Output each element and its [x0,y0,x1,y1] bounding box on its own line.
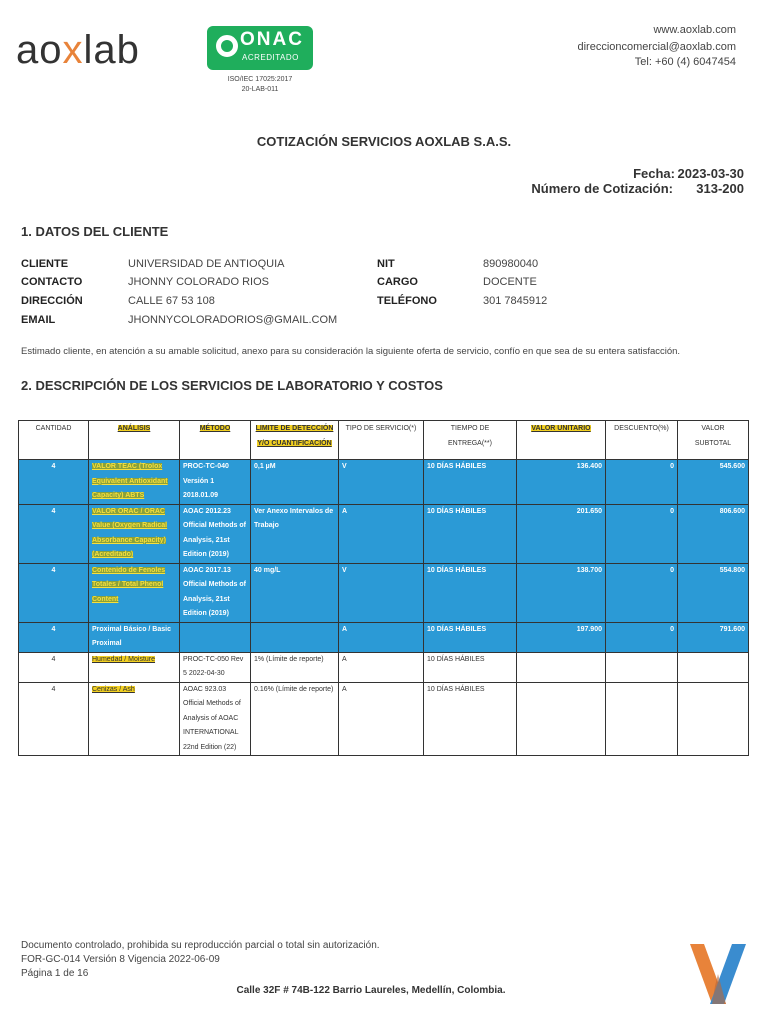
cell-descuento [606,682,678,756]
aoxlab-logo: aoxlab [16,28,140,72]
cell-subtotal [678,652,749,682]
onac-subtitle: ACREDITADO [242,53,299,62]
cell-cantidad: 4 [19,622,89,652]
intro-paragraph: Estimado cliente, en atención a su amable solicitud, anexo para su consideración la siguiente oferta de servicio, confío en que sea de su entera satisfacción. [21,346,681,357]
cell-limite: 40 mg/L [251,563,339,622]
cell-cantidad: 4 [19,652,89,682]
header-tiempo-entrega: TIEMPO DE ENTREGA(**) [424,421,517,460]
table-row [19,652,749,682]
cell-tipo: V [339,460,424,505]
telefono-label: TELÉFONO [377,295,437,307]
cell-tiempo: 10 DÍAS HÁBILES [424,682,517,756]
cell-tipo: V [339,563,424,622]
cell-limite: Ver Anexo Intervalos de Trabajo [251,504,339,563]
cell-tipo: A [339,652,424,682]
header-descuento: DESCUENTO(%) [606,421,678,460]
cell-subtotal [678,682,749,756]
cell-limite: 1% (Límite de reporte) [251,652,339,682]
document-title: COTIZACIÓN SERVICIOS AOXLAB S.A.S. [256,134,512,149]
cell-valor-unitario: 197.900 [517,622,606,652]
cell-analisis: Cenizas / Ash [89,682,180,756]
company-email: direccioncomercial@aoxlab.com [577,41,736,53]
cell-metodo [180,622,251,652]
cell-cantidad: 4 [19,460,89,505]
onac-emblem-icon [216,35,238,57]
cell-tiempo: 10 DÍAS HÁBILES [424,504,517,563]
cell-descuento: 0 [606,563,678,622]
company-phone: Tel: +60 (4) 6047454 [634,56,736,68]
header-limite: LIMITE DE DETECCIÓN Y/O CUANTIFICACIÓN [251,421,339,460]
cell-descuento [606,652,678,682]
cell-cantidad: 4 [19,563,89,622]
onac-lab-code: 20-LAB-011 [241,86,279,93]
contacto-label: CONTACTO [21,276,83,288]
section-client-heading: 1. DATOS DEL CLIENTE [21,224,169,239]
aoxlab-x-icon [688,940,748,1008]
cell-tiempo: 10 DÍAS HÁBILES [424,652,517,682]
email-label: EMAIL [21,314,56,326]
cargo-label: CARGO [377,276,418,288]
section-services-heading: 2. DESCRIPCIÓN DE LOS SERVICIOS DE LABORATORIO Y COSTOS [21,378,443,393]
cell-limite: 0,1 µM [251,460,339,505]
direccion-label: DIRECCIÓN [21,295,83,307]
onac-badge [207,26,313,70]
cell-limite: 0.16% (Límite de reporte) [251,682,339,756]
cell-analisis: VALOR TEAC (Trolox Equivalent Antioxidant Capacity) ABTS [89,460,180,505]
cell-valor-unitario [517,682,606,756]
cell-limite [251,622,339,652]
cliente-label: CLIENTE [21,258,69,270]
cliente-value: UNIVERSIDAD DE ANTIOQUIA [128,258,285,270]
cell-tipo: A [339,622,424,652]
cell-tiempo: 10 DÍAS HÁBILES [424,622,517,652]
cell-subtotal: 554.800 [678,563,749,622]
cell-valor-unitario [517,652,606,682]
cell-metodo: PROC-TC-040 Versión 1 2018.01.09 [180,460,251,505]
cell-subtotal: 791.600 [678,622,749,652]
table-row [19,682,749,756]
table-row [19,622,749,652]
header-metodo: MÉTODO [180,421,251,460]
cell-metodo: AOAC 2017.13 Official Methods of Analysis, 21st Edition (2019) [180,563,251,622]
email-value: JHONNYCOLORADORIOS@GMAIL.COM [128,314,338,326]
cell-valor-unitario: 201.650 [517,504,606,563]
cargo-value: DOCENTE [483,276,537,288]
table-row [19,504,749,563]
cell-metodo: PROC-TC-050 Rev 5 2022-04-30 [180,652,251,682]
header-cantidad: CANTIDAD [19,421,89,460]
cell-valor-unitario: 138.700 [517,563,606,622]
company-website: www.aoxlab.com [653,24,736,36]
header-analisis: ANÁLISIS [89,421,180,460]
telefono-value: 301 7845912 [483,295,548,307]
services-table [18,420,749,756]
footer-form-version: FOR-GC-014 Versión 8 Vigencia 2022-06-09 [21,954,220,965]
cell-analisis: Contenido de Fenoles Totales / Total Phenol Content [89,563,180,622]
footer-address: Calle 32F # 74B-122 Barrio Laureles, Medellín, Colombia. [236,985,506,996]
header-tipo-servicio: TIPO DE SERVICIO(*) [339,421,424,460]
header-valor-unitario: VALOR UNITARIO [517,421,606,460]
footer-disclaimer: Documento controlado, prohibida su reproducción parcial o total sin autorización. [21,940,380,951]
cell-metodo: AOAC 923.03 Official Methods of Analysis of AOAC INTERNATIONAL 22nd Edition (22) [180,682,251,756]
onac-iso-standard: ISO/IEC 17025:2017 [227,76,293,83]
cell-analisis: Humedad / Moisture [89,652,180,682]
cell-analisis: VALOR ORAC / ORAC Value (Oxygen Radical Absorbance Capacity) (Acreditado) [89,504,180,563]
fecha-label: Fecha: [633,166,675,181]
footer-page-number: Página 1 de 16 [21,968,89,979]
cell-metodo: AOAC 2012.23 Official Methods of Analysis, 21st Edition (2019) [180,504,251,563]
cell-descuento: 0 [606,622,678,652]
cell-valor-unitario: 136.400 [517,460,606,505]
cell-descuento: 0 [606,460,678,505]
cell-descuento: 0 [606,504,678,563]
quote-number-label: Número de Cotización: [531,181,673,196]
cell-tipo: A [339,504,424,563]
logo-x-letter: x [62,28,84,72]
onac-word: ONAC [240,29,304,50]
contacto-value: JHONNY COLORADO RIOS [128,276,269,288]
cell-analisis: Proximal Básico / Basic Proximal [89,622,180,652]
nit-value: 890980040 [483,258,539,270]
cell-tiempo: 10 DÍAS HÁBILES [424,563,517,622]
nit-label: NIT [377,258,395,270]
cell-tipo: A [339,682,424,756]
quote-number-value: 313-200 [696,181,744,196]
table-row [19,460,749,505]
direccion-value: CALLE 67 53 108 [128,295,215,307]
cell-cantidad: 4 [19,504,89,563]
table-header-row [19,421,749,460]
table-row [19,563,749,622]
cell-cantidad: 4 [19,682,89,756]
fecha-value: 2023-03-30 [677,166,744,181]
cell-tiempo: 10 DÍAS HÁBILES [424,460,517,505]
header-subtotal: VALOR SUBTOTAL [678,421,749,460]
cell-subtotal: 545.600 [678,460,749,505]
cell-subtotal: 806.600 [678,504,749,563]
